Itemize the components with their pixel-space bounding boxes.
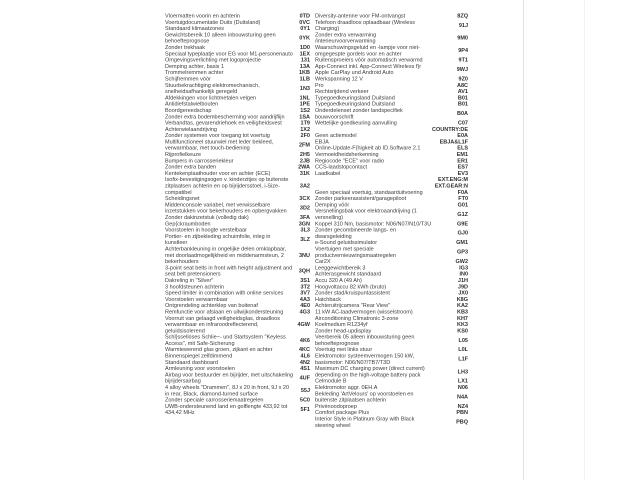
option-code: ELS [457, 145, 468, 152]
option-code: IG3 [459, 264, 468, 271]
option-description: Leeggewichtbereik 3 [315, 264, 366, 271]
option-description: Zonder systemen voor toegang tot voertuig [165, 132, 270, 139]
option-code: 8ZQ [457, 13, 468, 19]
option-code: A8C [456, 82, 468, 89]
option-row [315, 19, 468, 32]
option-code: ES7 [457, 164, 468, 171]
option-code: EV3 [457, 170, 468, 177]
option-code: 3S1 [300, 277, 310, 284]
option-code: 4GW [297, 321, 310, 328]
option-code: 4S1 [300, 365, 310, 372]
option-description: Rijprofielkeuze [165, 151, 202, 158]
option-description: Koppel 310 Nm, basismotor: N06/N07/N10/T3U [315, 220, 432, 227]
option-code: AV1 [457, 88, 468, 95]
option-code: 4L6 [300, 353, 310, 360]
option-code: 1KB [298, 69, 310, 76]
option-code: F0A [457, 189, 468, 196]
option-row [315, 246, 468, 259]
option-code: 1EX [299, 50, 310, 57]
option-code: N06 [457, 384, 468, 391]
option-description: Zonder gecombineerde langs- en dwarsgeleiding [315, 227, 397, 240]
option-code: 4E0 [300, 302, 310, 309]
option-code: 1SA [299, 113, 310, 120]
option-row [165, 265, 310, 278]
option-code: K8G [456, 296, 468, 303]
option-description: Zonder extra verwarming /interieurvoorverwarming [315, 31, 377, 45]
option-description: Wettelijke goedkeuring aanvulling [315, 120, 397, 127]
option-code: 4K6 [299, 337, 310, 344]
option-code: B0A [456, 110, 468, 117]
option-description: Vloermatten voorin en achterin [165, 13, 240, 19]
column-divider-line [523, 0, 524, 480]
option-code: KS0 [457, 327, 468, 334]
option-description: Antidiefstalwielbouten [165, 101, 219, 108]
option-description: Interior Style in Platinum Gray with Black steering wheel [315, 416, 415, 429]
option-description: Gewichtsbereik 10 alleen inbouwsturing geen behoefteprognose [165, 31, 276, 45]
option-code: 1S2 [300, 107, 310, 114]
option-description: Schl}sselloses Schlie~- und Startsystem "Keyless Access", mit Safe-Sicherung [165, 334, 286, 347]
option-description: Pro [315, 82, 324, 89]
option-description: 3 hoofdsteunen achterin [165, 283, 225, 290]
option-code: GJ0 [457, 230, 468, 237]
option-code: G1Z [457, 211, 468, 218]
option-code: 0Y1 [300, 25, 310, 32]
option-row [165, 334, 310, 347]
option-description: Regiocode "ECE" voor radio [315, 157, 385, 164]
option-description: Voorstoelen in hoogte verstelbaar [165, 227, 247, 234]
option-row [165, 82, 310, 95]
option-description: Privénoodoproep [315, 403, 357, 410]
option-code: 2H5 [299, 151, 310, 158]
option-code: 1X2 [300, 126, 310, 133]
option-description: Achterwielaandrijving [165, 126, 217, 133]
option-description: Bumpers in carrosseriekleur [165, 157, 234, 164]
option-code: LH3 [457, 368, 468, 375]
option-description: Kentekenplaathouder voor en achter (ECE) [165, 170, 271, 177]
option-description: 4 alloy wheels "Drammen", 8J x 20 in front, 9J x 20 in rear, Black, diamond-turned surface [165, 384, 290, 397]
option-code: GM1 [456, 239, 468, 246]
option-row [165, 403, 310, 416]
option-row [315, 32, 468, 45]
option-description: Warmtewerend glas groen, zijkant en achter [165, 346, 273, 353]
option-row [315, 391, 468, 404]
option-code: PBN [456, 409, 468, 416]
option-row [165, 202, 310, 215]
option-code: 131 [300, 57, 310, 64]
option-description: Hoogvoltaccu 82 kWh (bruto) [315, 283, 387, 290]
option-code: 1N3 [299, 85, 310, 92]
option-row [165, 32, 310, 45]
option-description: Scheidingsnet [165, 195, 200, 202]
option-description: Dakreling in "Silver" [165, 277, 214, 284]
option-row [165, 177, 310, 196]
option-description: Verbandtas, gevarendriehoek en veiligheidsvest [165, 120, 282, 127]
option-code: FT0 [458, 195, 468, 202]
option-description: Multifunctioneel stuurwiel met leder bekleed, verwarmbaar, met touch-bediening [165, 138, 274, 152]
option-code: 0TD [299, 13, 310, 19]
option-code: 3A2 [299, 183, 310, 190]
option-code: 3QH [298, 268, 310, 275]
option-code: NZ4 [457, 403, 468, 410]
option-description: Typegoedkeuringsland Duitsland [315, 101, 395, 108]
option-code: 1LB [299, 75, 310, 82]
option-code: GP3 [456, 249, 468, 256]
option-code: 13A [299, 63, 310, 70]
option-code: 2FM [299, 142, 310, 149]
option-description: Zonder stad/kruispuntassistent [315, 290, 390, 297]
option-code: EM1 [456, 151, 468, 158]
option-description: Achterasgewicht standaard [315, 271, 382, 278]
option-description: Standaard dashboard [165, 359, 218, 366]
option-code: 5F1 [300, 406, 310, 413]
option-code: JX0 [458, 290, 468, 297]
option-description: Achteruitrijcamera "Rear View" [315, 302, 391, 309]
option-description: Werkspanning 12 V [315, 75, 363, 82]
option-code: 1D0 [299, 44, 310, 51]
option-description: Geen actiemodel [315, 132, 357, 139]
option-code: N4A [456, 393, 468, 400]
option-description: Schijfremmen vóór [165, 75, 211, 82]
option-description: Telefoon draadloos oplaadbaar (Wireless Charging) [315, 19, 415, 32]
option-code: 3NU [298, 252, 310, 259]
option-description: Elektromotor aggr. 0EH.A [315, 384, 378, 391]
option-code: GW2 [455, 258, 468, 265]
option-row [165, 372, 310, 385]
option-row [315, 227, 468, 240]
option-code: J1H [457, 277, 468, 284]
option-description: Comfort package Plus [315, 409, 370, 416]
option-code: 4N2 [299, 359, 310, 366]
option-code: 3D2 [299, 205, 310, 212]
option-code: C07 [457, 120, 468, 127]
option-description: UWB-ondersteunend land en golflengte 433,92 tot 434,42 MHz [165, 403, 288, 416]
option-code: 3T2 [300, 283, 310, 290]
option-code: EXT.ENG:M [438, 176, 468, 183]
option-description: Trommelremmen achter [165, 69, 224, 76]
option-code: 3L3 [300, 227, 310, 234]
option-description: Gep{ckraumboden [165, 220, 211, 227]
option-description: App-Connect inkl. App-Connect Wireless f}r Apple CarPlay und Android Auto [315, 63, 422, 76]
option-description: Demping vóór [315, 201, 350, 208]
option-code: 0VC [299, 19, 310, 26]
option-code: J9D [457, 283, 468, 290]
equipment-list-left-column [165, 13, 310, 416]
option-code: 4G3 [299, 308, 310, 315]
option-code: KK3 [456, 321, 468, 328]
option-description: Ruitensproeiers vóór automatisch verwarmd [315, 57, 423, 64]
option-description: Online-Update-F{higkeit ab ID.Software 2.1 [315, 145, 421, 152]
option-row [315, 44, 468, 57]
option-description: Voertuigen met speciale productvernieuwingsmaatregelen [315, 245, 397, 259]
option-code: EBJA&L1F [439, 138, 468, 145]
option-row [315, 353, 468, 366]
option-code: 4KC [298, 346, 310, 353]
page-edge-line [584, 0, 585, 480]
option-code: 9M0 [457, 35, 468, 42]
option-description: Voertuig met links stuur [315, 346, 373, 353]
option-code: L1F [458, 356, 468, 363]
option-code: 31K [299, 170, 310, 177]
option-code: 9P4 [458, 47, 468, 54]
option-code: G9E [456, 220, 468, 227]
option-code: B01 [457, 94, 468, 101]
option-description: Afdekkingen voor lichtmetalen velgen [165, 94, 257, 101]
option-description: Bekleding 'ArtVelours' op voorstoelen en buitenste zitplaatsen achterin [315, 390, 414, 404]
option-description: Diversity-antenne voor FM-ontvangst [315, 13, 406, 19]
option-description: Zonder speciale carrosseriemaatregelen [165, 397, 264, 404]
option-code: 1NL [299, 94, 310, 101]
option-code: IN0 [459, 271, 468, 278]
option-description: Speciaal typeplaatje voor EG voor M1-personenauto [165, 50, 293, 57]
option-code: 9T1 [458, 57, 468, 64]
option-description: e-Sound geluidssimulator [315, 239, 378, 246]
option-description: Elektromotor systeemvermogen 150 kW, basismotor: N06/N07/TB7/T3D [315, 353, 415, 366]
option-description: Middenconsole variabel, met verwisselbare inzetstukken voor bekerhouders en opbergvakken [165, 201, 287, 215]
option-description: Standaard klimaatzones [165, 25, 225, 32]
option-code: B01 [457, 101, 468, 108]
option-code: KH7 [456, 315, 468, 322]
option-code: 1T9 [300, 120, 310, 127]
option-code: 2WA [298, 164, 310, 171]
option-description: Zonder dakinzetstuk (volledig dak) [165, 214, 249, 221]
option-description: Speed limiter in combination with online services [165, 290, 284, 297]
option-description: Stuurbekrachtiging elektromechanisch, snelheidsafhankelijk geregeld [165, 82, 260, 95]
option-code: 4A3 [299, 296, 310, 303]
option-description: Armleuning voor voorstoelen [165, 365, 236, 372]
option-code: PBQ [456, 419, 468, 426]
option-description: Isofix-bevestigingsogen v. kinderzitjes op buitenste zitplaatsen achterin en op bijrijdersstoel, i-Size-compatibel [165, 176, 289, 196]
option-code: COUNTRY:DE [432, 126, 469, 133]
option-row [315, 366, 468, 379]
option-description: Voorruit van gelaagd veiligheidsglas, draadloos verwarmbaar en infraroodreflecterend, geluidsisolerend [165, 315, 280, 334]
option-code: L0L [458, 346, 468, 353]
option-description: Binnenspiegel zelfdimmend [165, 353, 233, 360]
option-description: Zonder head-updisplay [315, 327, 372, 334]
option-code: L05 [458, 337, 468, 344]
option-code: 3CX [299, 195, 310, 202]
option-row [165, 233, 310, 246]
option-description: Omgevingsverlichting met logoprojectie [165, 57, 261, 64]
option-description: Waarschuwingsgeluid en -lampje voor niet-omgegespte gordels voor en achter [315, 44, 420, 57]
option-row [315, 416, 468, 429]
option-description: CCS-laadstopcontact [315, 164, 367, 171]
option-code: KA2 [456, 302, 468, 309]
option-description: 3-point seat belts in front with height adjustment and seat belt pretensioners [165, 264, 293, 278]
option-description: Laadkabel [315, 170, 341, 177]
option-code: 55J [300, 387, 310, 394]
option-row [315, 107, 468, 120]
option-code: EXT.GEAR:N [434, 183, 468, 190]
option-description: Zonder trekhaak [165, 44, 206, 51]
option-description: Typegoedkeuringsland Duitsland [315, 94, 395, 101]
option-code: 3V7 [300, 290, 310, 297]
option-description: Zonder extra banden [165, 164, 217, 171]
option-row [165, 246, 310, 265]
option-description: Car2X [315, 258, 331, 265]
option-description: Boordgereedschap [165, 107, 212, 114]
option-description: Celmodule B [315, 378, 347, 385]
option-description: Remfunctie voor afslaan en uitwijkondersteuning [165, 308, 284, 315]
option-code: 91J [458, 22, 468, 29]
option-code: 1PE [299, 101, 310, 108]
option-description: Zonder parkeerassistent/garagepiloot [315, 195, 407, 202]
option-row [165, 385, 310, 398]
option-code: 4UF [299, 375, 310, 382]
option-description: Airbag voor bestuurder en bijrijder, met uitschakeling bijrijdersairbag [165, 371, 294, 385]
option-code: 2JB [299, 157, 310, 164]
option-description: Airconditioning Climatronic 3-zone [315, 315, 399, 322]
option-description: Versnellingsbak voor elektroaandrijving (1 versnelling) [315, 208, 417, 221]
option-description: Zonder extra bodembescherming voor aandrijflijn [165, 113, 285, 120]
option-description: Voertuigdocumentatie Duits (Duitsland) [165, 19, 261, 26]
option-description: Accu 320 A (49 Ah) [315, 277, 362, 284]
option-code: 3GN [298, 220, 310, 227]
option-code: 9Z0 [458, 75, 468, 82]
option-row [315, 63, 468, 76]
option-description: Voorstoelen verwarmbaar [165, 296, 228, 303]
option-code: 3FA [299, 214, 310, 221]
option-description: Veerbereik 05 alleen inbouwsturing geen behoefteprognose [315, 334, 415, 347]
option-description: Koelmedium R1234yf [315, 321, 368, 328]
option-code: 9WJ [456, 66, 468, 73]
option-description: Geen speciaal voertuig, standaarduitvoering [315, 189, 423, 196]
option-description: Vermoeidheidsherkenning [315, 151, 379, 158]
option-code: LX1 [457, 378, 468, 385]
option-description: EBJA [315, 138, 329, 145]
option-row [315, 334, 468, 347]
option-code: KB3 [456, 308, 468, 315]
option-row [165, 315, 310, 334]
equipment-list-right-column [315, 13, 468, 429]
option-code: 0YK [299, 35, 310, 42]
option-description: Onderdelenset zonder landspecifiek bouwvoorschrift [315, 107, 403, 120]
option-code: 5C0 [299, 397, 310, 404]
option-code: ER1 [457, 157, 468, 164]
option-row [315, 208, 468, 221]
option-description: 11 kW AC-laadvermogen (wisselstroom) [315, 308, 413, 315]
option-code: G01 [457, 201, 468, 208]
option-code: 3LZ [300, 236, 310, 243]
option-description: Maximum DC charging power (direct current) depending on the high-voltage battery pack [315, 365, 425, 378]
option-row [165, 139, 310, 152]
option-description: Portier- en zijbekleding schuimfolie, inleg in kunstleer [165, 233, 271, 246]
option-description: Ontgrendeling achterklep van buitenaf [165, 302, 258, 309]
option-description: Demping achter, basis 1 [165, 63, 225, 70]
option-code: 2F0 [300, 132, 310, 139]
option-code: E0A [457, 132, 468, 139]
option-description: Hatchback [315, 296, 341, 303]
option-description: Achterbankleuning in ongelijke delen omklapbaar, met doorlaadmogelijkheid en middenarmsteun, 2 bekerhouders [165, 245, 287, 265]
option-description: Rechtsrijdend verkeer [315, 88, 369, 95]
